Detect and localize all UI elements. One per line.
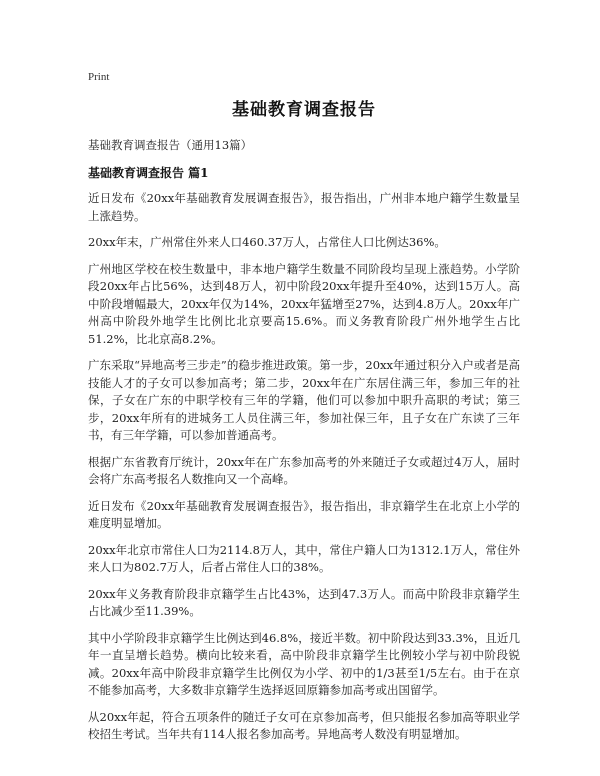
paragraph: 其中小学阶段非京籍学生比例达到46.8%，接近半数。初中阶段达到33.3%，且近几年一直呈增长趋势。横向比较来看，高中阶段非京籍学生比例较小学与初中阶段锐减。20xx年高中阶段非京籍学生比例仅为小学、初中的1/3甚至1/5左右。由于在京不能参加高考，大多数非京籍学生选择返回原籍参加高考或出国留学。 bbox=[88, 630, 520, 697]
paragraph: 20xx年北京市常住人口为2114.8万人，其中，常住户籍人口为1312.1万人，常住外来人口为802.7万人，后者占常住人口的38%。 bbox=[88, 542, 520, 574]
paragraph: 根据广东省教育厅统计，20xx年在广东参加高考的外来随迁子女或超过4万人，届时会将广东高考报名人数推向又一个高峰。 bbox=[88, 454, 520, 486]
document-page bbox=[88, 70, 520, 753]
document-body bbox=[88, 190, 520, 744]
paragraph: 从20xx年起，符合五项条件的随迁子女可在京参加高考，但只能报名参加高等职业学校招生考试。当年共有114人报名参加高考。异地高考人数没有明显增加。 bbox=[88, 709, 520, 741]
document-title: 基础教育调查报告 bbox=[232, 100, 376, 120]
paragraph: 近日发布《20xx年基础教育发展调查报告》，报告指出，广州非本地户籍学生数量呈上涨趋势。 bbox=[88, 191, 520, 223]
section-heading: 基础教育调查报告 篇1 bbox=[88, 166, 209, 180]
print-label: Print bbox=[88, 71, 110, 83]
paragraph: 20xx年末，广州常住外来人口460.37万人，占常住人口比例达36%。 bbox=[88, 235, 446, 249]
paragraph: 广州地区学校在校生数量中，非本地户籍学生数量不同阶段均呈现上涨趋势。小学阶段20xx年占比56%，达到48万人，初中阶段20xx年提升至40%，达到15万人。高中阶段增幅最大，20xx年仅为14%，20xx年猛增至27%，达到4.8万人。20xx年广州高中阶段外地学生比例比北京要高15.6%。而义务教育阶段广州外地学生占比51.2%，比北京高8.2%。 bbox=[88, 261, 520, 346]
paragraph: 20xx年义务教育阶段非京籍学生占比43%，达到47.3万人。而高中阶段非京籍学生占比减少至11.39%。 bbox=[88, 586, 520, 618]
document-subtitle: 基础教育调查报告（通用13篇） bbox=[88, 138, 253, 152]
paragraph: 近日发布《20xx年基础教育发展调查报告》，报告指出，非京籍学生在北京上小学的难度明显增加。 bbox=[88, 498, 520, 530]
paragraph: 广东采取“异地高考三步走”的稳步推进政策。第一步，20xx年通过积分入户或者是高技能人才的子女可以参加高考；第二步，20xx年在广东居住满三年，参加三年的社保，子女在广东的中职学校有三年的学籍，他们可以参加中职升高职的考试；第三步，20xx年所有的进城务工人员住满三年，参加社保三年，且子女在广东读了三年书，有三年学籍，可以参加普通高考。 bbox=[88, 358, 520, 442]
